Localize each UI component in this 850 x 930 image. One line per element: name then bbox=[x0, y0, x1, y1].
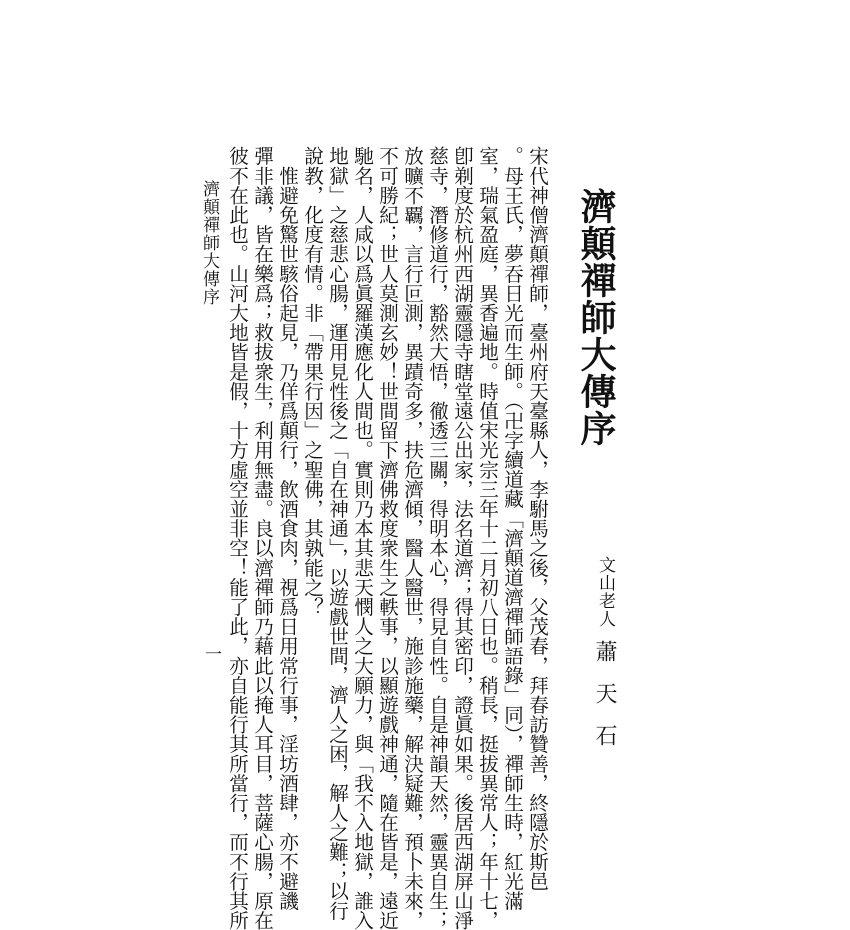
body-column-4: 卽剃度於杭州西湖靈隱寺瞎堂遠公出家，法名道濟；得其密印，證眞如果。後居西湖屏山淨 bbox=[450, 146, 474, 930]
body-column-3: 室，瑞氣盈庭，異香遍地。時值宋光宗三年十二月初八日也。稍長，挺拔異常人；年十七， bbox=[475, 146, 499, 930]
body-column-11: 惟避免驚世駭俗起見，乃佯爲顛行，飲酒食肉，視爲日用常行事，淫坊酒肆，亦不避譏 bbox=[275, 146, 299, 911]
page-title: 濟顛禪師大傳序 bbox=[575, 188, 617, 447]
body-column-12: 彈非議，皆在樂爲；救拔衆生，利用無盡。良以濟禪師乃藉此以掩人耳目，菩薩心腸，原在 bbox=[250, 146, 274, 930]
running-head: 濟顛禪師大傳序 bbox=[199, 180, 219, 306]
page-number: 一 bbox=[201, 645, 221, 662]
body-column-8: 馳名，人咸以爲眞羅漢應化人間也。實則乃本其悲天憫人之大願力，與「我不入地獄，誰入 bbox=[350, 146, 374, 930]
body-column-7: 不可勝紀；世人莫測玄妙！世間留下濟佛救度衆生之軼事，以顯遊戲神通，隨在皆是，遠近 bbox=[375, 146, 399, 930]
author-name: 蕭天石 bbox=[592, 640, 617, 766]
body-column-6: 放曠不覊，言行叵測，異蹟奇多，扶危濟傾，醫人醫世，施診施藥，解決疑難，預卜未來， bbox=[400, 146, 424, 930]
body-column-9: 地獄」之慈悲心腸，運用見性後之「自在神通」，以遊戲世間，濟人之困，解人之難；以行 bbox=[325, 146, 349, 921]
author-label: 文山老人 bbox=[595, 556, 615, 628]
body-column-2: 。母王氏，夢吞日光而生師。（卍字續道藏「濟顛道濟禪師語錄」同），禪師生時，紅光滿 bbox=[500, 146, 524, 911]
body-column-5: 慈寺，潛修道行，豁然大悟，徹透三關，得明本心，得見自性。自是神韻天然，靈異自生； bbox=[425, 146, 449, 930]
body-column-1: 宋代神僧濟顛禪師，臺州府天臺縣人，李駙馬之後，父茂春，拜春訪贊善，終隱於斯邑 bbox=[525, 146, 549, 891]
body-column-13: 彼不在此也。山河大地皆是假，十方虛空並非空！能了此，亦自能行其所當行，而不行其所 bbox=[225, 146, 249, 930]
body-column-10: 說教，化度有情。非「帶果行因」之聖佛，其孰能之？ bbox=[300, 146, 324, 617]
